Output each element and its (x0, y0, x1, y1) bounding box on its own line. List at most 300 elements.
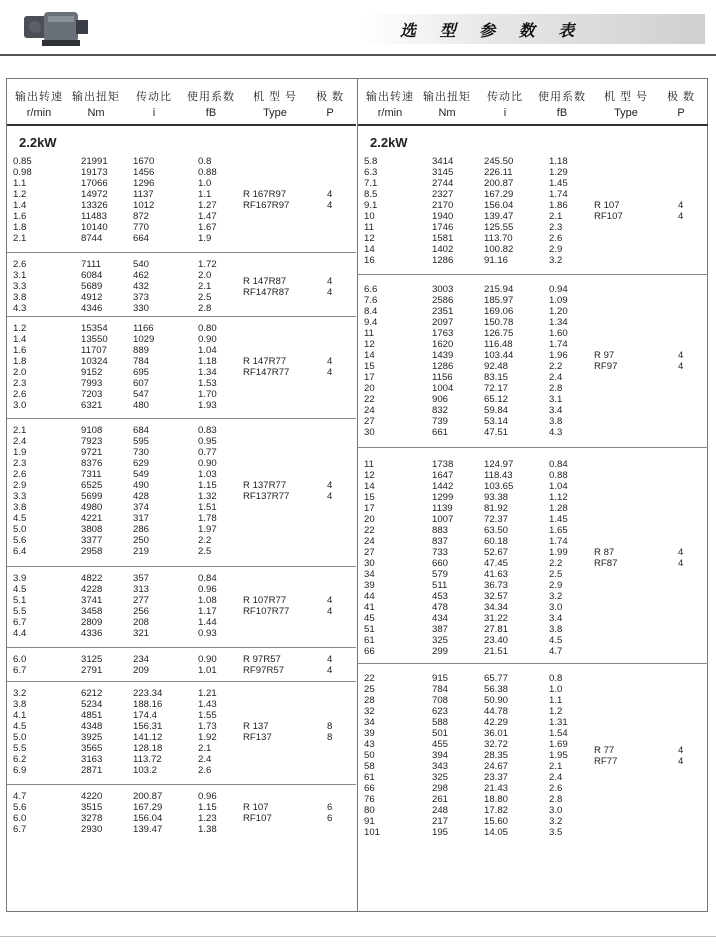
ratio-cell: 607 (133, 378, 150, 389)
model-type: R 147R77 (243, 356, 287, 367)
ratio-cell: 92.48 (484, 361, 509, 372)
table-row (358, 728, 708, 739)
table-row (358, 580, 708, 591)
ratio-cell: 113.70 (484, 233, 513, 244)
speed-cell: 5.0 (13, 524, 27, 535)
torque-cell: 1286 (432, 361, 454, 372)
ratio-cell: 23.40 (484, 635, 509, 646)
table-row (358, 783, 708, 794)
factor-cell: 2.2 (549, 361, 563, 372)
ratio-cell: 1166 (133, 323, 154, 334)
ratio-cell: 34.34 (484, 602, 509, 613)
ratio-cell: 28.35 (484, 750, 509, 761)
group-divider (7, 418, 356, 419)
factor-cell: 1.86 (549, 200, 568, 211)
ratio-cell: 664 (133, 233, 150, 244)
speed-cell: 51 (364, 624, 375, 635)
speed-cell: 1.4 (13, 334, 27, 345)
torque-cell: 17066 (81, 178, 108, 189)
factor-cell: 1.12 (549, 492, 568, 503)
table-row (358, 339, 708, 350)
torque-cell: 8744 (81, 233, 103, 244)
pole-count: 4 (327, 287, 333, 298)
type-block (7, 654, 356, 676)
speed-cell: 34 (364, 569, 375, 580)
factor-cell: 1.96 (549, 350, 568, 361)
ratio-cell: 156.31 (133, 721, 163, 732)
torque-cell: 3145 (432, 167, 454, 178)
factor-cell: 1.28 (549, 503, 568, 514)
ratio-cell: 174.4 (133, 710, 158, 721)
factor-cell: 1.04 (549, 481, 568, 492)
table-row (7, 513, 356, 524)
pole-count: 4 (327, 606, 333, 617)
speed-cell: 6.9 (13, 765, 27, 776)
table-row (7, 222, 356, 233)
speed-cell: 6.2 (13, 754, 27, 765)
factor-cell: 3.1 (549, 394, 563, 405)
factor-cell: 2.3 (549, 222, 563, 233)
factor-cell: 0.88 (198, 167, 217, 178)
factor-cell: 2.9 (549, 580, 563, 591)
speed-cell: 45 (364, 613, 375, 624)
factor-cell: 2.6 (549, 783, 563, 794)
speed-cell: 25 (364, 684, 375, 695)
table-row (358, 684, 708, 695)
ratio-cell: 167.29 (484, 189, 514, 200)
speed-cell: 27 (364, 547, 375, 558)
torque-cell: 434 (432, 613, 449, 624)
factor-cell: 0.90 (198, 334, 217, 345)
ratio-cell: 150.78 (484, 317, 514, 328)
torque-cell: 9721 (81, 447, 103, 458)
table-row (358, 772, 708, 783)
type-block (7, 189, 356, 211)
ratio-cell: 103.2 (133, 765, 158, 776)
factor-cell: 1.70 (198, 389, 217, 400)
torque-cell: 3741 (81, 595, 103, 606)
factor-cell: 1.69 (549, 739, 568, 750)
speed-cell: 4.5 (13, 513, 27, 524)
pole-count: 4 (678, 211, 684, 222)
speed-cell: 32 (364, 706, 375, 717)
speed-cell: 1.6 (13, 345, 27, 356)
torque-cell: 660 (432, 558, 449, 569)
torque-cell: 2170 (432, 200, 454, 211)
ratio-cell: 373 (133, 292, 150, 303)
ratio-cell: 41.63 (484, 569, 509, 580)
pole-count: 4 (678, 558, 684, 569)
ratio-cell: 53.14 (484, 416, 509, 427)
torque-cell: 478 (432, 602, 449, 613)
speed-cell: 11 (364, 328, 374, 339)
factor-cell: 2.6 (549, 233, 563, 244)
ratio-cell: 540 (133, 259, 150, 270)
factor-cell: 1.1 (549, 695, 563, 706)
unit-ratio: i (152, 107, 156, 119)
pole-count: 4 (327, 367, 333, 378)
speed-cell: 1.2 (13, 323, 27, 334)
ratio-cell: 209 (133, 665, 150, 676)
speed-cell: 15 (364, 492, 375, 503)
group-divider (7, 252, 356, 253)
ratio-cell: 208 (133, 617, 150, 628)
table-row (7, 573, 356, 584)
ratio-cell: 113.72 (133, 754, 162, 765)
torque-cell: 11707 (81, 345, 107, 356)
speed-cell: 12 (364, 470, 375, 481)
factor-cell: 2.0 (198, 270, 212, 281)
table-row (358, 536, 708, 547)
factor-cell: 4.3 (549, 427, 563, 438)
gear-motor-logo (22, 6, 92, 52)
speed-cell: 22 (364, 525, 375, 536)
table-row (358, 613, 708, 624)
factor-cell: 3.0 (549, 805, 563, 816)
ratio-cell: 36.73 (484, 580, 509, 591)
model-type: R 167R97 (243, 189, 287, 200)
torque-cell: 325 (432, 635, 449, 646)
pole-count: 4 (678, 745, 684, 756)
ratio-cell: 18.80 (484, 794, 509, 805)
torque-cell: 4822 (81, 573, 103, 584)
speed-cell: 5.5 (13, 606, 27, 617)
table-row (358, 706, 708, 717)
factor-cell: 1.1 (198, 189, 212, 200)
speed-cell: 3.8 (13, 502, 27, 513)
table-header-left (7, 79, 356, 126)
factor-cell: 0.90 (198, 458, 217, 469)
speed-cell: 2.3 (13, 378, 27, 389)
pole-count: 6 (327, 813, 333, 824)
torque-cell: 784 (432, 684, 449, 695)
ratio-cell: 730 (133, 447, 150, 458)
torque-cell: 832 (432, 405, 449, 416)
speed-cell: 44 (364, 591, 375, 602)
speed-cell: 3.1 (13, 270, 27, 281)
torque-cell: 906 (432, 394, 449, 405)
ratio-cell: 126.75 (484, 328, 514, 339)
factor-cell: 1.53 (198, 378, 217, 389)
footer-rule (0, 936, 716, 937)
speed-cell: 12 (364, 339, 375, 350)
factor-cell: 4.7 (549, 646, 563, 657)
type-block (7, 480, 356, 502)
table-row (358, 602, 708, 613)
torque-cell: 3377 (81, 535, 103, 546)
speed-cell: 6.6 (364, 284, 378, 295)
table-row (358, 255, 708, 266)
torque-cell: 4221 (81, 513, 103, 524)
ratio-cell: 47.45 (484, 558, 509, 569)
table-row (7, 535, 356, 546)
table-row (7, 584, 356, 595)
group-divider (7, 681, 356, 682)
speed-cell: 4.5 (13, 721, 27, 732)
torque-cell: 2809 (81, 617, 103, 628)
factor-cell: 0.83 (198, 425, 217, 436)
factor-cell: 1.20 (549, 306, 568, 317)
header-speed: 输出转速 (366, 91, 414, 103)
unit-type: Type (614, 107, 638, 119)
table-row (7, 710, 356, 721)
factor-cell: 1.2 (549, 706, 563, 717)
table-row (7, 791, 356, 802)
table-row (358, 167, 708, 178)
torque-cell: 7923 (81, 436, 103, 447)
ratio-cell: 23.37 (484, 772, 509, 783)
model-type: RF77 (594, 756, 618, 767)
table-row (358, 416, 708, 427)
torque-cell: 298 (432, 783, 449, 794)
speed-cell: 39 (364, 580, 375, 591)
ratio-cell: 91.16 (484, 255, 509, 266)
torque-cell: 708 (432, 695, 449, 706)
ratio-cell: 125.55 (484, 222, 514, 233)
factor-cell: 1.45 (549, 178, 568, 189)
ratio-cell: 116.48 (484, 339, 513, 350)
speed-cell: 11 (364, 222, 374, 233)
ratio-cell: 1137 (133, 189, 154, 200)
table-row (358, 189, 708, 200)
table-row (7, 323, 356, 334)
speed-cell: 9.4 (364, 317, 378, 328)
table-row (358, 405, 708, 416)
header-poles: 极 数 (315, 91, 345, 103)
ratio-cell: 200.87 (484, 178, 514, 189)
ratio-cell: 234 (133, 654, 150, 665)
table-row (358, 717, 708, 728)
speed-cell: 20 (364, 514, 375, 525)
speed-cell: 8.5 (364, 189, 378, 200)
ratio-cell: 245.50 (484, 156, 514, 167)
ratio-cell: 223.34 (133, 688, 163, 699)
torque-cell: 3458 (81, 606, 103, 617)
torque-cell: 3003 (432, 284, 454, 295)
torque-cell: 325 (432, 772, 449, 783)
pole-count: 4 (327, 595, 333, 606)
torque-cell: 5689 (81, 281, 103, 292)
torque-cell: 1402 (432, 244, 454, 255)
pole-count: 8 (327, 721, 333, 732)
header-factor: 使用系数 (187, 91, 235, 103)
torque-cell: 10324 (81, 356, 108, 367)
speed-cell: 9.1 (364, 200, 378, 211)
speed-cell: 17 (364, 503, 375, 514)
table-row (7, 743, 356, 754)
table-row (7, 425, 356, 436)
table-row (358, 233, 708, 244)
speed-cell: 15 (364, 361, 375, 372)
speed-cell: 1.8 (13, 356, 27, 367)
speed-cell: 14 (364, 350, 375, 361)
ratio-cell: 72.17 (484, 383, 509, 394)
ratio-cell: 167.29 (133, 802, 163, 813)
ratio-cell: 103.44 (484, 350, 514, 361)
type-block (358, 200, 708, 222)
factor-cell: 3.2 (549, 591, 563, 602)
ratio-cell: 32.57 (484, 591, 509, 602)
table-row (358, 156, 708, 167)
ratio-cell: 63.50 (484, 525, 509, 536)
speed-cell: 58 (364, 761, 375, 772)
factor-cell: 1.34 (198, 367, 217, 378)
unit-factor: fB (556, 107, 568, 119)
table-row (7, 334, 356, 345)
factor-cell: 1.93 (198, 400, 217, 411)
header-speed: 输出转速 (15, 91, 63, 103)
factor-cell: 1.09 (549, 295, 568, 306)
speed-cell: 6.4 (13, 546, 27, 557)
ratio-cell: 156.04 (133, 813, 163, 824)
speed-cell: 4.7 (13, 791, 27, 802)
header-torque: 输出扭矩 (72, 91, 120, 103)
torque-cell: 7203 (81, 389, 103, 400)
type-block (7, 276, 356, 298)
torque-cell: 4980 (81, 502, 103, 513)
pole-count: 4 (327, 189, 333, 200)
factor-cell: 1.67 (198, 222, 217, 233)
ratio-cell: 72.37 (484, 514, 509, 525)
ratio-cell: 169.06 (484, 306, 514, 317)
page-title: 选 型 参 数 表 (400, 21, 584, 40)
table-row (358, 514, 708, 525)
torque-cell: 2351 (432, 306, 454, 317)
table-row (7, 400, 356, 411)
speed-cell: 66 (364, 783, 375, 794)
factor-cell: 1.78 (198, 513, 217, 524)
torque-cell: 511 (432, 580, 448, 591)
ratio-cell: 42.29 (484, 717, 509, 728)
torque-cell: 7311 (81, 469, 102, 480)
table-row (358, 635, 708, 646)
speed-cell: 50 (364, 750, 375, 761)
table-row (7, 546, 356, 557)
factor-cell: 2.2 (549, 558, 563, 569)
torque-cell: 623 (432, 706, 449, 717)
table-row (7, 458, 356, 469)
factor-cell: 1.08 (198, 595, 217, 606)
factor-cell: 1.03 (198, 469, 217, 480)
torque-cell: 739 (432, 416, 449, 427)
factor-cell: 2.9 (549, 244, 563, 255)
torque-cell: 2871 (81, 765, 103, 776)
speed-cell: 3.0 (13, 400, 27, 411)
table-row (358, 569, 708, 580)
speed-cell: 80 (364, 805, 375, 816)
ratio-cell: 432 (133, 281, 150, 292)
factor-cell: 0.77 (198, 447, 217, 458)
ratio-cell: 21.43 (484, 783, 509, 794)
factor-cell: 2.4 (549, 372, 563, 383)
ratio-cell: 31.22 (484, 613, 509, 624)
speed-cell: 27 (364, 416, 375, 427)
group-divider (358, 447, 708, 448)
table-row (358, 459, 708, 470)
torque-cell: 299 (432, 646, 449, 657)
ratio-cell: 1029 (133, 334, 155, 345)
model-type: R 107 (594, 200, 620, 211)
pole-count: 4 (678, 200, 684, 211)
torque-cell: 14972 (81, 189, 108, 200)
torque-cell: 3278 (81, 813, 103, 824)
ratio-cell: 32.72 (484, 739, 509, 750)
torque-cell: 2744 (432, 178, 454, 189)
pole-count: 6 (327, 802, 333, 813)
factor-cell: 1.97 (198, 524, 217, 535)
speed-cell: 20 (364, 383, 375, 394)
ratio-cell: 330 (133, 303, 150, 314)
table-row (7, 447, 356, 458)
torque-cell: 4228 (81, 584, 103, 595)
table-row (7, 167, 356, 178)
torque-cell: 579 (432, 569, 449, 580)
factor-cell: 4.5 (549, 635, 563, 646)
ratio-cell: 250 (133, 535, 150, 546)
table-row (358, 805, 708, 816)
type-block (7, 721, 356, 743)
ratio-cell: 547 (133, 389, 150, 400)
factor-cell: 1.54 (549, 728, 568, 739)
ratio-cell: 27.81 (484, 624, 509, 635)
factor-cell: 3.8 (549, 416, 563, 427)
table-row (7, 524, 356, 535)
model-type: RF147R87 (243, 287, 290, 298)
table-row (358, 503, 708, 514)
ratio-cell: 185.97 (484, 295, 514, 306)
factor-cell: 1.0 (198, 178, 212, 189)
torque-cell: 4348 (81, 721, 103, 732)
speed-cell: 76 (364, 794, 375, 805)
pole-count: 4 (327, 665, 333, 676)
type-block (7, 802, 356, 824)
table-row (358, 470, 708, 481)
ratio-cell: 100.82 (484, 244, 514, 255)
speed-cell: 2.6 (13, 259, 27, 270)
speed-cell: 41 (364, 602, 375, 613)
model-type: R 147R87 (243, 276, 287, 287)
torque-cell: 3125 (81, 654, 103, 665)
factor-cell: 3.4 (549, 405, 563, 416)
table-row (7, 156, 356, 167)
factor-cell: 2.1 (549, 211, 563, 222)
factor-cell: 1.34 (549, 317, 568, 328)
factor-cell: 2.4 (549, 772, 563, 783)
ratio-cell: 139.47 (133, 824, 163, 835)
speed-cell: 2.9 (13, 480, 27, 491)
torque-cell: 2097 (432, 317, 454, 328)
factor-cell: 0.8 (549, 673, 563, 684)
ratio-cell: 1670 (133, 156, 155, 167)
speed-cell: 6.7 (13, 824, 27, 835)
ratio-cell: 428 (133, 491, 150, 502)
ratio-cell: 156.04 (484, 200, 514, 211)
ratio-cell: 118.43 (484, 470, 513, 481)
model-type: R 97R57 (243, 654, 281, 665)
torque-cell: 21991 (81, 156, 108, 167)
torque-cell: 6084 (81, 270, 103, 281)
table-row (7, 436, 356, 447)
factor-cell: 0.93 (198, 628, 217, 639)
model-type: R 77 (594, 745, 615, 756)
factor-cell: 1.9 (198, 233, 212, 244)
speed-cell: 7.1 (364, 178, 378, 189)
torque-cell: 1139 (432, 503, 453, 514)
torque-cell: 501 (432, 728, 449, 739)
header-factor: 使用系数 (538, 91, 586, 103)
ratio-cell: 1456 (133, 167, 155, 178)
speed-cell: 34 (364, 717, 375, 728)
